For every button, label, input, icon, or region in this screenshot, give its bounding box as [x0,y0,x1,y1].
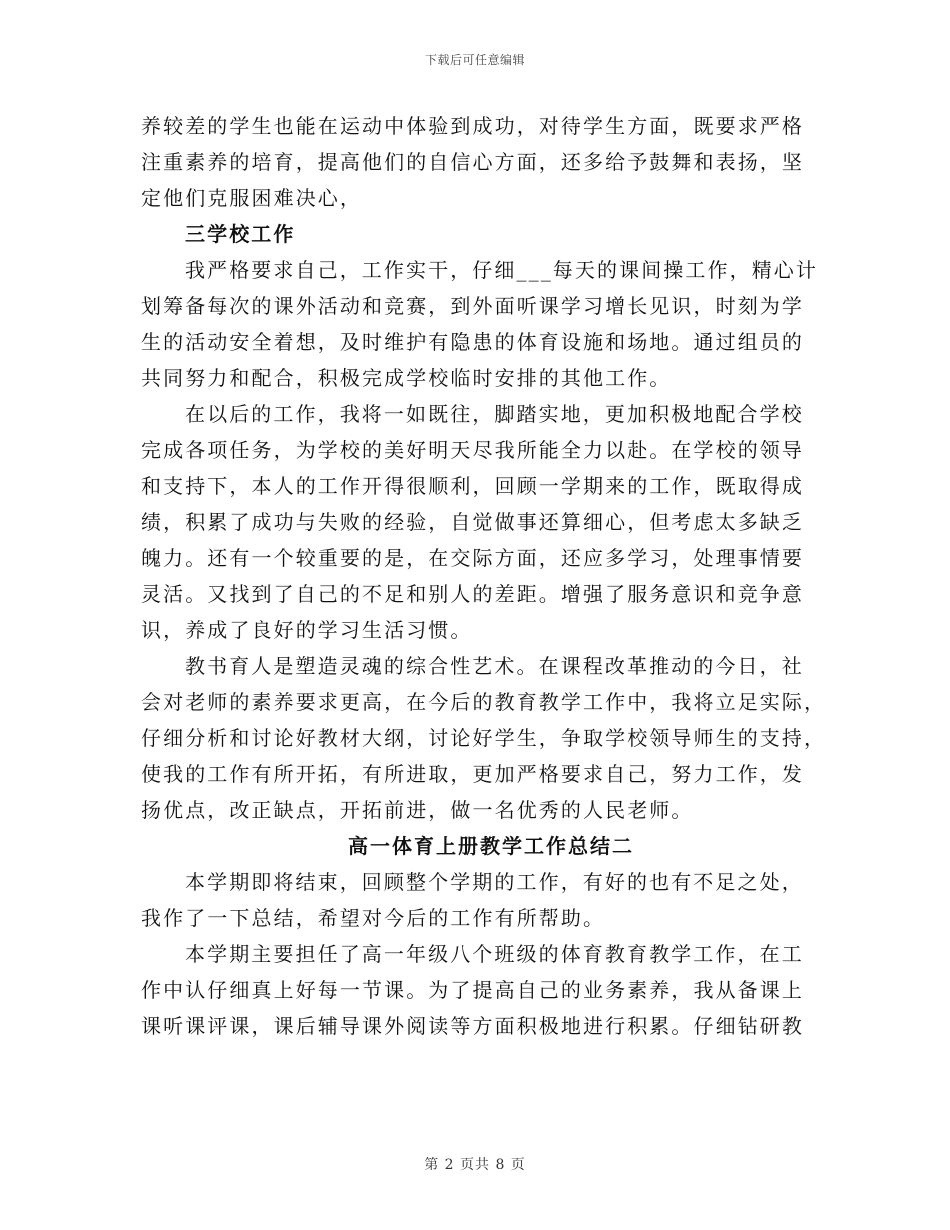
text-line: 作中认仔细真上好每一节课。为了提高自己的业务素养，我从备课上 [141,978,804,1002]
text-line: 绩，积累了成功与失败的经验，自觉做事还算细心，但考虑太多缺乏 [141,510,804,534]
text-line: 扬优点，改正缺点，开拓前进，做一名优秀的人民老师。 [141,798,694,822]
paragraph-start: 本学期即将结束，回顾整个学期的工作，有好的也有不足之处， [185,870,804,894]
text-line: 会对老师的素养要求更高，在今后的教育教学工作中，我将立足实际， [141,690,827,714]
text-line: 注重素养的培育，提高他们的自信心方面，还多给予鼓舞和表扬，坚 [141,150,804,174]
document-title: 高一体育上册教学工作总结二 [348,834,634,858]
text-line: 灵活。又找到了自己的不足和别人的差距。增强了服务意识和竞争意 [141,582,804,606]
paragraph-start: 在以后的工作，我将一如既往，脚踏实地，更加积极地配合学校 [185,402,804,426]
text-line: 生的活动安全着想，及时维护有隐患的体育设施和场地。通过组员的 [141,330,804,354]
text-line: 共同努力和配合，积极完成学校临时安排的其他工作。 [141,366,672,390]
text-line: 我作了一下总结，希望对今后的工作有所帮助。 [141,906,606,930]
text-line: 课听课评课，课后辅导课外阅读等方面积极地进行积累。仔细钻研教 [141,1014,804,1038]
text-line: 仔细分析和讨论好教材大纲，讨论好学生，争取学校领导师生的支持， [141,726,827,750]
text-line: 识，养成了良好的学习生活习惯。 [141,618,473,642]
text-line: 划筹备每次的课外活动和竞赛，到外面听课学习增长见识，时刻为学 [141,294,804,318]
page-number: 第 2 页共 8 页 [424,1157,526,1173]
text-line: 养较差的学生也能在运动中体验到成功，对待学生方面，既要求严格 [141,114,804,138]
text-line: 定他们克服困难决心， [141,186,362,210]
page-header: 下载后可任意编辑 [424,53,525,67]
text-line: 和支持下，本人的工作开得很顺利，回顾一学期来的工作，既取得成 [141,474,804,498]
paragraph-start: 本学期主要担任了高一年级八个班级的体育教育教学工作，在工 [185,942,804,966]
paragraph-start: 我严格要求自己，工作实干，仔细___每天的课间操工作，精心计 [185,258,818,282]
text-line: 魄力。还有一个较重要的是，在交际方面，还应多学习，处理事情要 [141,546,804,570]
paragraph-start: 教书育人是塑造灵魂的综合性艺术。在课程改革推动的今日，社 [185,654,804,678]
text-line: 完成各项任务，为学校的美好明天尽我所能全力以赴。在学校的领导 [141,438,804,462]
document-body [141,108,827,1044]
text-line: 使我的工作有所开拓，有所进取，更加严格要求自己，努力工作，发 [141,762,804,786]
section-heading: 三学校工作 [185,222,296,246]
